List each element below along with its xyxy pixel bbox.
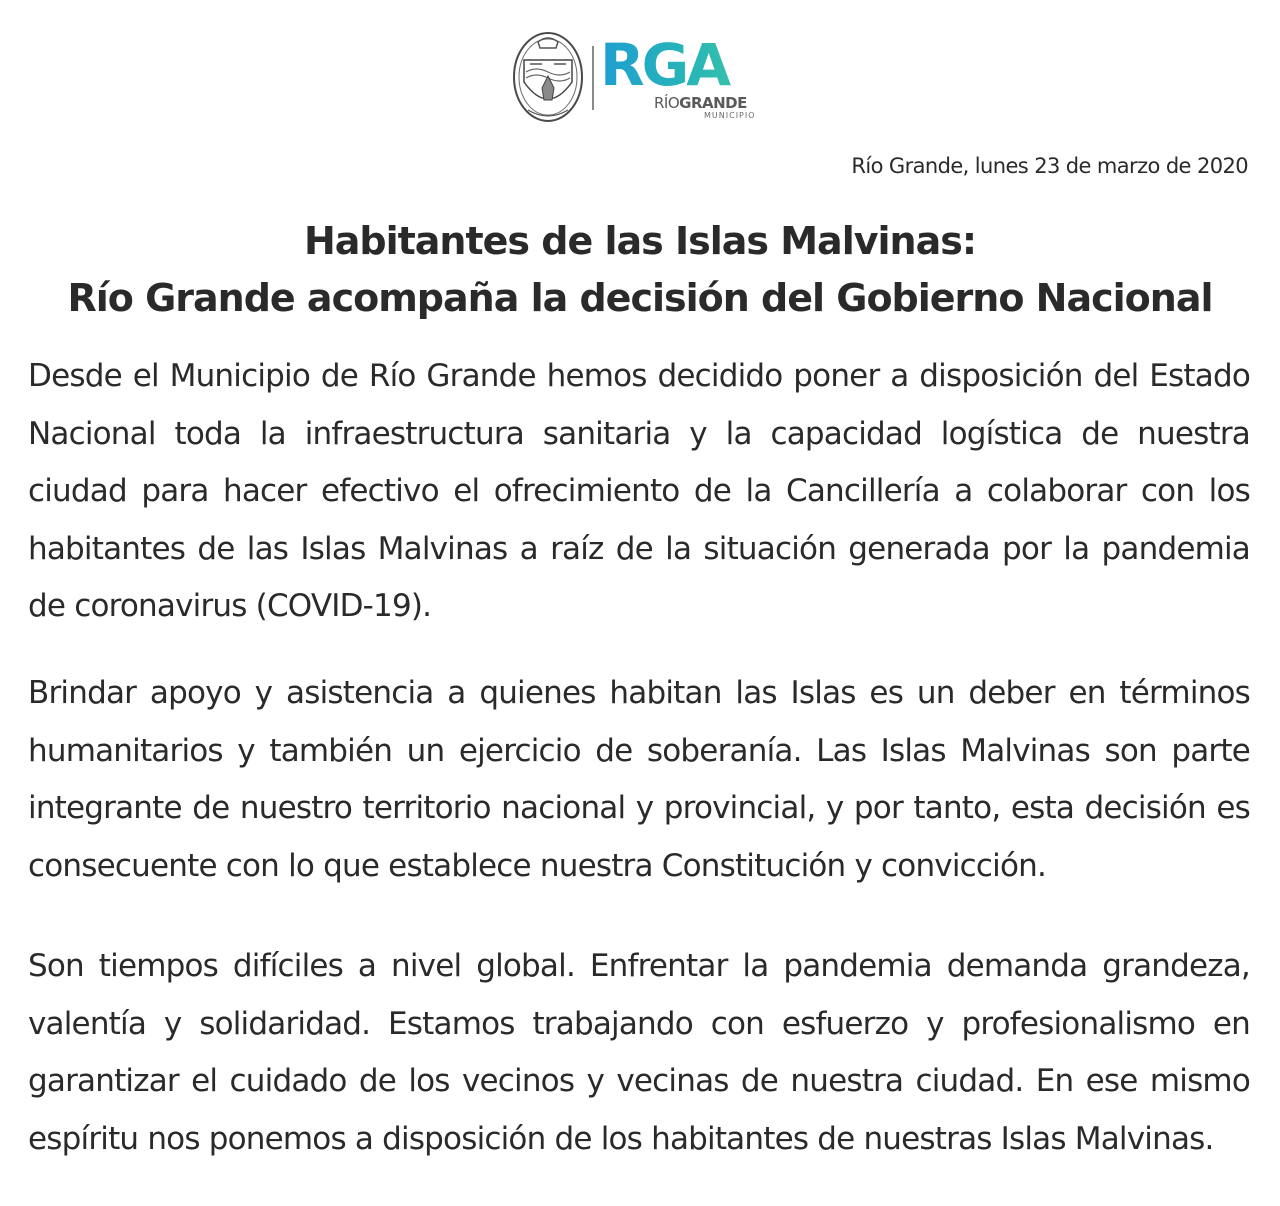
- body-paragraph-2: Brindar apoyo y asistencia a quienes habitan las Islas es un deber en términos humanitarios y también un ejercicio de soberanía. Las Islas Malvinas son parte integrante de nuestro territorio nacional y provincial, y por tanto, esta decisión es consecuente con lo que establece nuestra Constitución y convicción.: [28, 675, 1250, 884]
- letterhead: [0, 28, 1280, 128]
- municipio-label: MUNICIPIO: [704, 111, 756, 120]
- press-release-title: [0, 214, 1280, 328]
- rio-grande-wordmark: [654, 96, 760, 111]
- municipal-coat-of-arms-icon: [512, 30, 584, 124]
- title-line-1: Habitantes de las Islas Malvinas:: [303, 219, 977, 263]
- grande-wordmark-part: GRANDE: [679, 94, 747, 112]
- body-paragraph-1: Desde el Municipio de Río Grande hemos decidido poner a disposición del Estado Nacional toda la infraestructura sanitaria y la capacidad logística de nuestra ciudad para hacer efectivo el ofrecimiento de la Cancillería a colaborar con los habitantes de las Islas Malvinas a raíz de la situación generada por la pandemia de coronavirus (COVID-19).: [28, 358, 1250, 625]
- logo-divider: [592, 46, 594, 110]
- title-line-2: Río Grande acompaña la decisión del Gobierno Nacional: [67, 276, 1213, 320]
- body-paragraph-3: Son tiempos difíciles a nivel global. Enfrentar la pandemia demanda grandeza, valentía y solidaridad. Estamos trabajando con esfuerzo y profesionalismo en garantizar el cuidado de los vecinos y vecinas de nuestra ciudad. En ese mismo espíritu nos ponemos a disposición de los habitantes de nuestras Islas Malvinas.: [28, 948, 1250, 1157]
- dateline: Río Grande, lunes 23 de marzo de 2020: [851, 154, 1248, 178]
- rio-wordmark-part: RÍO: [654, 94, 680, 112]
- rga-logo-word: RGA: [600, 36, 760, 94]
- rga-logo: [600, 31, 760, 121]
